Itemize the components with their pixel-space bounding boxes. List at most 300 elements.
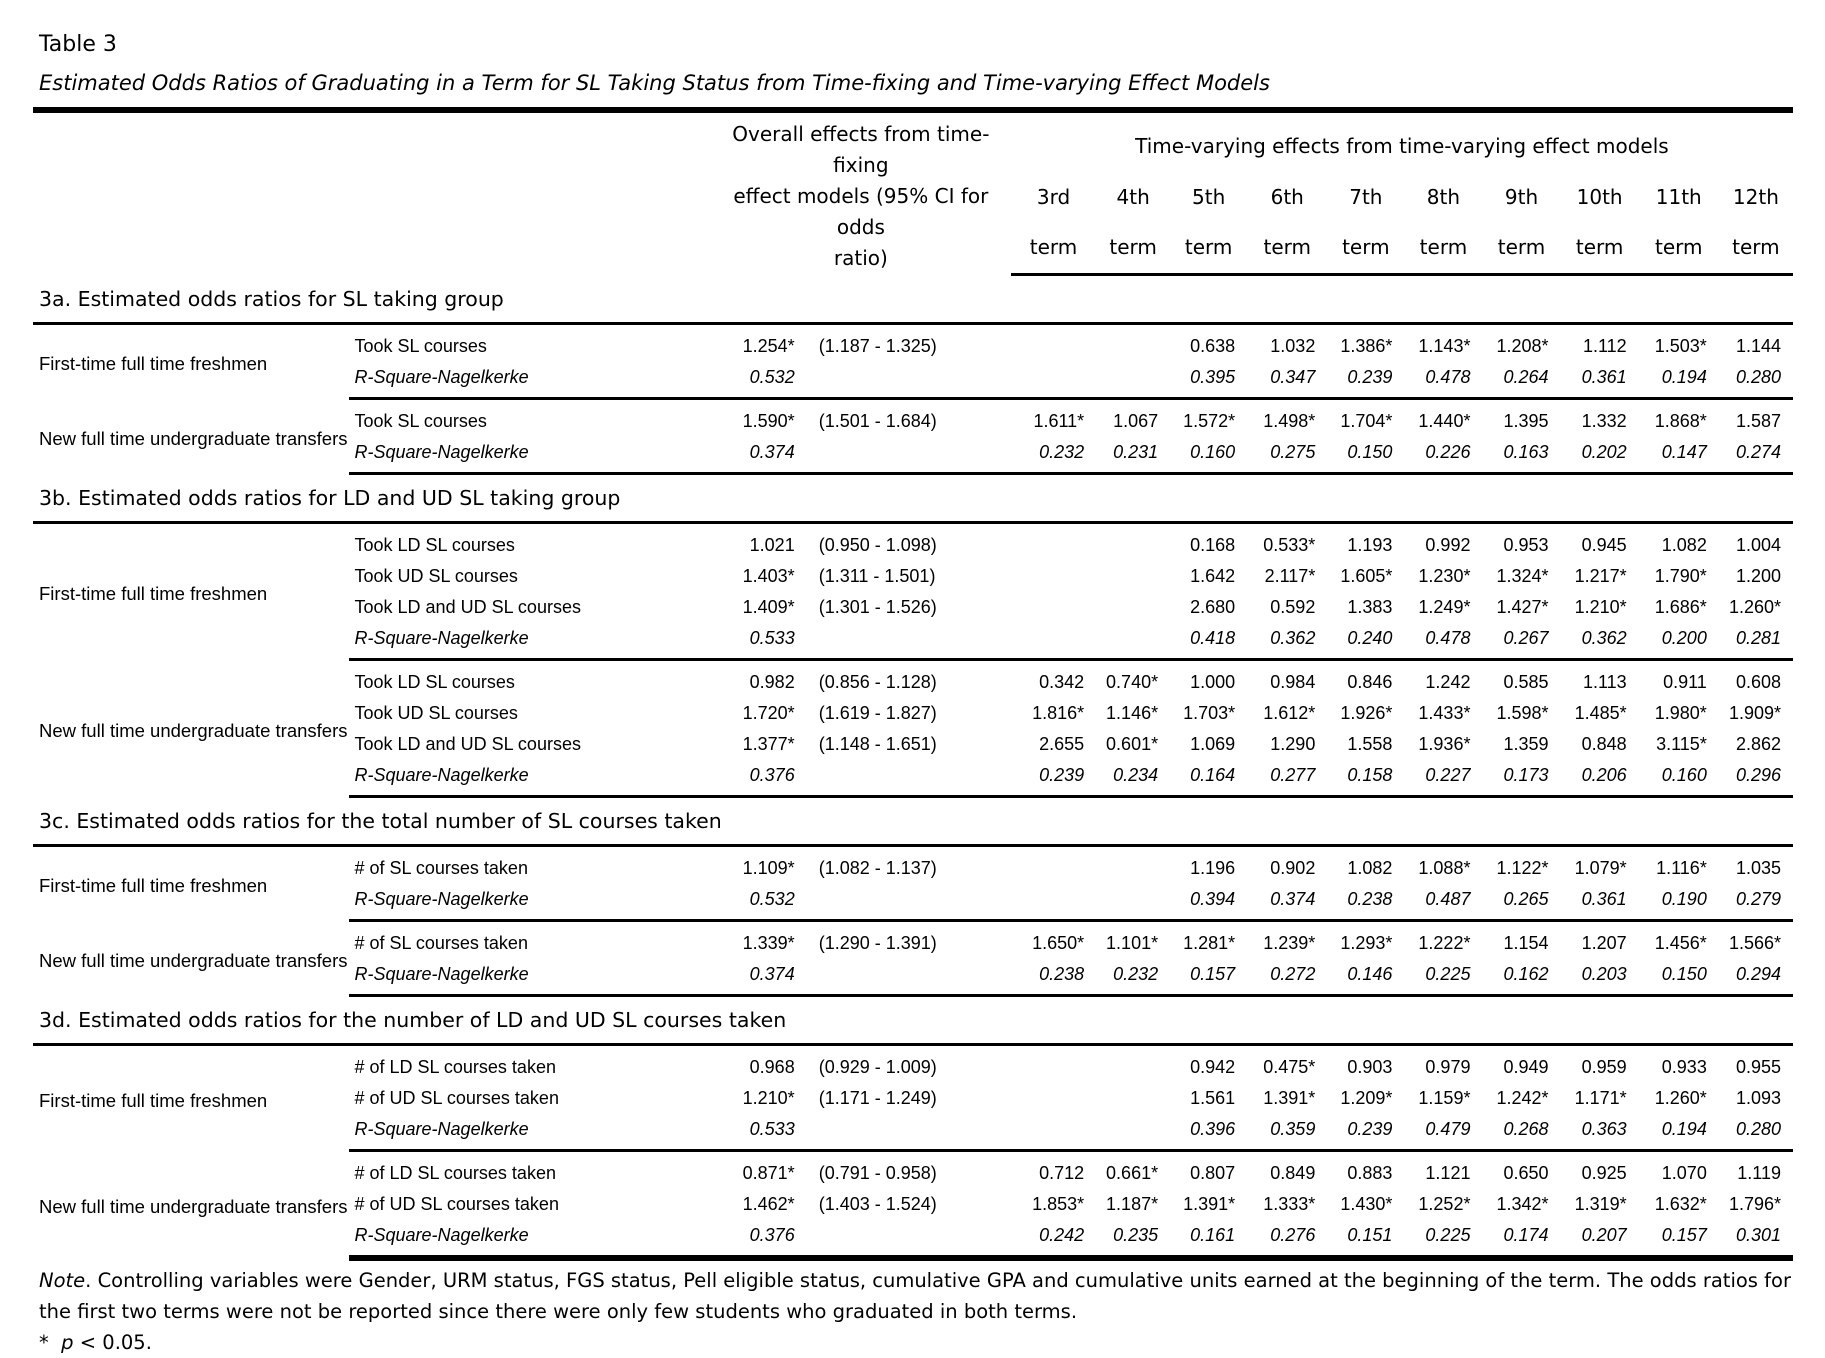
term-odds-ratio: 1.119 [1737,1162,1781,1183]
term-odds-ratio: 3.115* [1656,733,1707,754]
term-odds-ratio: 0.478 [1404,623,1482,660]
term-odds-ratio: 1.485* [1574,702,1627,723]
overall-odds-ratio: 1.339* [742,932,795,953]
confidence-interval: (0.856 - 1.128) [818,671,937,692]
note-text: Note. Controlling variables were Gender, URM status, FGS status, Pell eligible status, cumulative GPA and cumulative units earned at the beginning of the term. The odds ratios for the first two terms were not be reported since there were only few students who graduated in both terms. [39,1268,1791,1323]
variable-name: # of UD SL courses taken [354,1193,559,1214]
variable-name: Took UD SL courses [354,565,518,586]
term-odds-ratio: 0.203 [1561,959,1639,996]
confidence-interval [807,362,1011,399]
term-odds-ratio: 1.069 [1190,733,1236,754]
term-header-bottom: term [1247,222,1327,274]
term-odds-ratio: 0.903 [1347,1056,1393,1077]
term-odds-ratio: 1.193 [1347,534,1393,555]
term-odds-ratio: 0.418 [1170,623,1247,660]
term-odds-ratio: 1.332 [1581,410,1627,431]
term-odds-ratio: 1.290 [1270,733,1316,754]
term-odds-ratio: 1.200 [1735,565,1781,586]
term-odds-ratio: 1.319* [1574,1193,1627,1214]
term-odds-ratio: 1.082 [1347,857,1393,878]
term-odds-ratio [1011,1114,1096,1151]
term-odds-ratio: 0.740* [1106,671,1159,692]
term-header-top: 9th [1504,185,1539,210]
header-time-varying: Time-varying effects from time-varying effect models [1011,110,1793,173]
term-odds-ratio: 0.294 [1719,959,1793,996]
confidence-interval: (0.791 - 0.958) [818,1162,937,1183]
term-odds-ratio: 1.796* [1728,1193,1781,1214]
term-odds-ratio: 0.238 [1011,959,1096,996]
overall-odds-ratio: 0.374 [711,437,807,474]
term-odds-ratio: 0.206 [1561,760,1639,797]
term-odds-ratio: 0.949 [1503,1056,1549,1077]
term-odds-ratio: 1.101* [1106,932,1159,953]
table-row [33,659,1793,698]
variable-name: # of LD SL courses taken [354,1056,556,1077]
variable-name: # of LD SL courses taken [354,1162,556,1183]
variable-name: # of UD SL courses taken [354,1087,559,1108]
variable-name: Took LD and UD SL courses [354,733,581,754]
confidence-interval: (1.171 - 1.249) [818,1087,937,1108]
overall-odds-ratio: 0.532 [711,362,807,399]
term-odds-ratio: 0.479 [1404,1114,1482,1151]
term-odds-ratio: 1.035 [1735,857,1781,878]
variable-name: R-Square-Nagelkerke [349,362,711,399]
term-odds-ratio: 0.147 [1639,437,1719,474]
variable-name: Took SL courses [354,335,487,356]
overall-odds-ratio: 1.254* [742,335,795,356]
term-odds-ratio: 1.093 [1735,1087,1781,1108]
term-header-bottom: term [1011,222,1096,274]
term-odds-ratio: 1.032 [1270,335,1316,356]
term-odds-ratio: 0.712 [1039,1162,1085,1183]
term-odds-ratio: 0.173 [1482,760,1560,797]
significance-footnote: * p < 0.05. [39,1330,152,1354]
term-odds-ratio: 2.680 [1190,596,1236,617]
term-odds-ratio: 1.391* [1263,1087,1316,1108]
document [33,30,1793,1358]
term-odds-ratio [1011,522,1096,561]
variable-name: R-Square-Nagelkerke [349,437,711,474]
term-odds-ratio: 0.160 [1170,437,1247,474]
term-odds-ratio: 1.561 [1190,1087,1236,1108]
term-odds-ratio: 0.362 [1247,623,1327,660]
confidence-interval [807,760,1011,797]
term-odds-ratio: 0.925 [1581,1162,1627,1183]
term-odds-ratio: 0.235 [1096,1220,1170,1258]
group-label: New full time undergraduate transfers [39,1195,348,1217]
term-odds-ratio: 1.498* [1263,410,1316,431]
term-odds-ratio: 1.210* [1574,596,1627,617]
term-odds-ratio: 1.558 [1347,733,1393,754]
term-odds-ratio: 1.790* [1654,565,1707,586]
term-odds-ratio: 1.207 [1581,932,1627,953]
term-odds-ratio: 0.242 [1011,1220,1096,1258]
term-odds-ratio: 1.936* [1418,733,1471,754]
term-odds-ratio [1096,561,1170,592]
term-odds-ratio: 0.933 [1661,1056,1707,1077]
term-odds-ratio: 0.979 [1425,1056,1471,1077]
term-odds-ratio: 0.363 [1561,1114,1639,1151]
term-odds-ratio: 0.227 [1404,760,1482,797]
term-odds-ratio: 0.207 [1561,1220,1639,1258]
table-caption: Estimated Odds Ratios of Graduating in a Term for SL Taking Status from Time-fixing and Time-varying Effect Models [39,71,1270,95]
term-odds-ratio [1096,323,1170,362]
term-odds-ratio: 0.361 [1561,362,1639,399]
term-odds-ratio: 1.187* [1106,1193,1159,1214]
table-row [33,398,1793,437]
term-odds-ratio: 0.160 [1639,760,1719,797]
overall-odds-ratio: 0.376 [711,1220,807,1258]
term-header-top: 6th [1270,185,1304,210]
term-odds-ratio: 1.816* [1032,702,1085,723]
term-header-top: 10th [1576,185,1623,210]
term-odds-ratio [1011,1044,1096,1083]
term-odds-ratio: 1.249* [1418,596,1471,617]
term-odds-ratio: 0.150 [1327,437,1404,474]
term-odds-ratio: 1.359 [1503,733,1549,754]
term-odds-ratio: 1.154 [1503,932,1549,953]
term-odds-ratio: 0.200 [1639,623,1719,660]
term-odds-ratio: 1.980* [1654,702,1707,723]
confidence-interval: (1.501 - 1.684) [818,410,937,431]
term-odds-ratio: 0.992 [1425,534,1471,555]
term-odds-ratio: 0.883 [1347,1162,1393,1183]
variable-name: R-Square-Nagelkerke [349,1114,711,1151]
group-label: First-time full time freshmen [39,1089,268,1111]
table-row [33,845,1793,884]
term-odds-ratio: 1.853* [1032,1193,1085,1214]
term-odds-ratio: 1.395 [1503,410,1549,431]
term-odds-ratio: 1.391* [1183,1193,1236,1214]
overall-odds-ratio: 0.982 [749,671,795,692]
term-header-bottom: term [1719,222,1793,274]
overall-odds-ratio: 1.377* [742,733,795,754]
variable-name: R-Square-Nagelkerke [349,959,711,996]
term-odds-ratio: 0.359 [1247,1114,1327,1151]
term-odds-ratio: 0.984 [1270,671,1316,692]
term-odds-ratio [1096,592,1170,623]
section-title: 3a. Estimated odds ratios for SL taking group [33,274,1793,323]
term-odds-ratio: 0.362 [1561,623,1639,660]
term-odds-ratio: 1.230* [1418,565,1471,586]
term-odds-ratio: 1.067 [1113,410,1159,431]
group-label: First-time full time freshmen [39,583,268,605]
term-odds-ratio: 1.208* [1496,335,1549,356]
term-odds-ratio: 0.279 [1719,884,1793,921]
term-header-top: 8th [1426,185,1461,210]
term-odds-ratio: 0.226 [1404,437,1482,474]
term-odds-ratio: 1.868* [1654,410,1707,431]
variable-name: R-Square-Nagelkerke [349,1220,711,1258]
term-odds-ratio: 0.239 [1327,1114,1404,1151]
group-label: New full time undergraduate transfers [39,427,348,449]
term-odds-ratio: 1.703* [1183,702,1236,723]
term-odds-ratio [1096,845,1170,884]
term-odds-ratio: 1.159* [1418,1087,1471,1108]
term-header-bottom: term [1327,222,1404,274]
term-odds-ratio: 0.296 [1719,760,1793,797]
term-odds-ratio: 0.190 [1639,884,1719,921]
term-odds-ratio: 1.704* [1340,410,1393,431]
confidence-interval: (1.290 - 1.391) [818,932,937,953]
term-odds-ratio: 0.347 [1247,362,1327,399]
term-odds-ratio [1011,884,1096,921]
term-odds-ratio: 1.293* [1340,932,1393,953]
term-odds-ratio: 1.566* [1728,932,1781,953]
variable-name: Took LD and UD SL courses [354,596,581,617]
term-odds-ratio [1096,362,1170,399]
term-odds-ratio: 0.650 [1503,1162,1549,1183]
term-odds-ratio: 0.601* [1106,733,1159,754]
term-odds-ratio: 0.959 [1581,1056,1627,1077]
overall-odds-ratio: 0.376 [711,760,807,797]
term-odds-ratio: 1.430* [1340,1193,1393,1214]
term-odds-ratio: 0.487 [1404,884,1482,921]
term-odds-ratio: 2.655 [1039,733,1085,754]
table-row [33,323,1793,362]
table-row [33,1044,1793,1083]
term-odds-ratio: 0.661* [1106,1162,1159,1183]
term-odds-ratio: 2.862 [1735,733,1781,754]
variable-name: R-Square-Nagelkerke [349,623,711,660]
term-header-bottom: term [1404,222,1482,274]
term-odds-ratio: 1.281* [1183,932,1236,953]
term-header-top: 3rd [1036,185,1071,210]
term-odds-ratio: 0.240 [1327,623,1404,660]
term-odds-ratio: 1.324* [1496,565,1549,586]
table-notes [33,1265,1793,1358]
overall-odds-ratio: 0.533 [711,1114,807,1151]
term-odds-ratio: 1.587 [1735,410,1781,431]
term-odds-ratio: 1.650* [1032,932,1085,953]
term-odds-ratio: 0.162 [1482,959,1560,996]
term-odds-ratio: 0.848 [1581,733,1627,754]
confidence-interval [807,437,1011,474]
overall-odds-ratio: 1.403* [742,565,795,586]
term-odds-ratio [1096,1044,1170,1083]
term-odds-ratio: 0.902 [1270,857,1316,878]
term-odds-ratio: 1.082 [1661,534,1707,555]
section-header [33,473,1793,522]
confidence-interval: (1.082 - 1.137) [818,857,937,878]
term-header-bottom: term [1639,222,1719,274]
odds-ratio-table [33,107,1793,1261]
variable-name: Took LD SL courses [354,671,515,692]
term-odds-ratio: 0.846 [1347,671,1393,692]
term-header-top: 12th [1732,185,1779,210]
term-odds-ratio: 0.274 [1719,437,1793,474]
confidence-interval: (0.929 - 1.009) [818,1056,937,1077]
overall-odds-ratio: 0.374 [711,959,807,996]
variable-name: R-Square-Nagelkerke [349,760,711,797]
term-odds-ratio: 1.144 [1735,335,1781,356]
confidence-interval: (1.311 - 1.501) [818,565,936,586]
variable-name: # of SL courses taken [354,932,528,953]
variable-name: R-Square-Nagelkerke [349,884,711,921]
overall-odds-ratio: 1.409* [742,596,795,617]
overall-odds-ratio: 0.968 [749,1056,795,1077]
confidence-interval [807,623,1011,660]
term-odds-ratio: 1.456* [1654,932,1707,953]
term-odds-ratio: 0.146 [1327,959,1404,996]
table-number: Table 3 [39,32,117,57]
term-odds-ratio [1011,845,1096,884]
term-odds-ratio: 0.232 [1096,959,1170,996]
term-odds-ratio [1011,362,1096,399]
term-odds-ratio: 0.281 [1719,623,1793,660]
confidence-interval: (1.148 - 1.651) [818,733,937,754]
term-odds-ratio: 1.611* [1033,410,1085,431]
term-odds-ratio: 0.396 [1170,1114,1247,1151]
term-odds-ratio: 1.909* [1728,702,1781,723]
section-header [33,796,1793,845]
term-odds-ratio: 1.386* [1340,335,1393,356]
term-odds-ratio: 1.070 [1661,1162,1707,1183]
group-label: New full time undergraduate transfers [39,949,348,971]
overall-odds-ratio: 1.210* [742,1087,795,1108]
term-odds-ratio: 1.427* [1496,596,1549,617]
variable-name: # of SL courses taken [354,857,528,878]
term-odds-ratio: 1.209* [1340,1087,1393,1108]
term-odds-ratio: 1.112 [1582,335,1627,356]
term-odds-ratio: 1.503* [1654,335,1707,356]
overall-odds-ratio: 1.109* [742,857,795,878]
confidence-interval [807,1114,1011,1151]
term-odds-ratio: 0.232 [1011,437,1096,474]
term-odds-ratio: 0.239 [1011,760,1096,797]
overall-odds-ratio: 0.533 [711,623,807,660]
header-overall-effects: Overall effects from time-fixing effect models (95% CI for odds ratio) [711,110,1011,274]
variable-name: Took SL courses [354,410,487,431]
term-odds-ratio: 1.383 [1347,596,1393,617]
term-odds-ratio [1011,623,1096,660]
confidence-interval: (1.187 - 1.325) [818,335,937,356]
term-odds-ratio: 0.955 [1735,1056,1781,1077]
term-odds-ratio [1096,884,1170,921]
term-odds-ratio: 0.478 [1404,362,1482,399]
term-odds-ratio: 1.612* [1263,702,1316,723]
term-odds-ratio: 0.268 [1482,1114,1560,1151]
term-odds-ratio: 1.242 [1425,671,1471,692]
term-odds-ratio: 1.598* [1496,702,1549,723]
term-odds-ratio: 0.942 [1190,1056,1236,1077]
confidence-interval: (0.950 - 1.098) [818,534,937,555]
term-odds-ratio: 0.849 [1270,1162,1316,1183]
term-header-top: 7th [1349,185,1383,210]
term-odds-ratio [1011,323,1096,362]
term-odds-ratio: 0.150 [1639,959,1719,996]
overall-odds-ratio: 1.590* [742,410,795,431]
term-odds-ratio: 1.113 [1582,671,1627,692]
term-odds-ratio: 1.342* [1496,1193,1549,1214]
term-odds-ratio: 0.264 [1482,362,1560,399]
term-odds-ratio: 0.361 [1561,884,1639,921]
group-label: First-time full time freshmen [39,353,268,375]
term-odds-ratio: 1.926* [1340,702,1393,723]
confidence-interval: (1.403 - 1.524) [818,1193,937,1214]
term-odds-ratio: 1.239* [1263,932,1316,953]
term-odds-ratio [1096,1083,1170,1114]
term-odds-ratio: 1.260* [1728,596,1781,617]
confidence-interval [807,884,1011,921]
term-odds-ratio: 0.231 [1096,437,1170,474]
term-odds-ratio: 0.168 [1190,534,1236,555]
term-header-top: 11th [1655,185,1702,210]
term-odds-ratio: 0.151 [1327,1220,1404,1258]
term-header-bottom: term [1482,222,1560,274]
confidence-interval [807,1220,1011,1258]
term-odds-ratio: 0.276 [1247,1220,1327,1258]
term-odds-ratio: 1.440* [1418,410,1471,431]
term-odds-ratio: 0.174 [1482,1220,1560,1258]
term-odds-ratio: 0.164 [1170,760,1247,797]
term-odds-ratio: 2.117* [1264,565,1316,586]
term-odds-ratio: 0.394 [1170,884,1247,921]
confidence-interval: (1.619 - 1.827) [818,702,937,723]
term-odds-ratio: 0.807 [1190,1162,1236,1183]
term-odds-ratio: 1.171* [1574,1087,1627,1108]
term-header-top: 4th [1116,185,1150,210]
group-label: New full time undergraduate transfers [39,719,348,741]
term-odds-ratio: 0.272 [1247,959,1327,996]
term-odds-ratio: 1.222* [1418,932,1471,953]
term-odds-ratio: 0.342 [1039,671,1085,692]
term-odds-ratio: 0.280 [1719,1114,1793,1151]
term-odds-ratio: 1.146* [1106,702,1159,723]
term-odds-ratio: 1.605* [1340,565,1393,586]
section-header [33,995,1793,1044]
term-odds-ratio: 0.158 [1327,760,1404,797]
term-odds-ratio [1096,522,1170,561]
term-odds-ratio: 1.686* [1654,596,1707,617]
term-odds-ratio: 0.202 [1561,437,1639,474]
term-odds-ratio: 0.275 [1247,437,1327,474]
term-odds-ratio: 1.143* [1418,335,1471,356]
term-odds-ratio: 0.238 [1327,884,1404,921]
term-odds-ratio: 0.945 [1581,534,1627,555]
term-odds-ratio: 0.585 [1503,671,1549,692]
table-row [33,1150,1793,1189]
term-odds-ratio: 0.225 [1404,1220,1482,1258]
term-odds-ratio: 0.280 [1719,362,1793,399]
table-row [33,920,1793,959]
term-odds-ratio: 0.608 [1735,671,1781,692]
confidence-interval: (1.301 - 1.526) [818,596,937,617]
term-odds-ratio: 0.267 [1482,623,1560,660]
term-odds-ratio: 0.301 [1719,1220,1793,1258]
section-title: 3d. Estimated odds ratios for the number of LD and UD SL courses taken [33,995,1793,1044]
term-odds-ratio: 1.000 [1190,671,1236,692]
term-odds-ratio: 1.122* [1496,857,1549,878]
term-odds-ratio: 0.194 [1639,362,1719,399]
term-odds-ratio: 1.242* [1496,1087,1549,1108]
term-odds-ratio: 0.194 [1639,1114,1719,1151]
overall-odds-ratio: 1.021 [749,534,795,555]
term-odds-ratio: 0.911 [1663,671,1707,692]
term-odds-ratio: 1.572* [1183,410,1236,431]
overall-odds-ratio: 1.720* [742,702,795,723]
term-odds-ratio: 1.088* [1418,857,1471,878]
term-odds-ratio: 1.642 [1190,565,1236,586]
term-odds-ratio: 1.632* [1654,1193,1707,1214]
term-odds-ratio [1011,561,1096,592]
term-odds-ratio: 1.333* [1263,1193,1316,1214]
term-odds-ratio: 0.638 [1190,335,1236,356]
term-odds-ratio: 0.157 [1170,959,1247,996]
term-odds-ratio: 0.277 [1247,760,1327,797]
section-title: 3b. Estimated odds ratios for LD and UD SL taking group [33,473,1793,522]
variable-name: Took UD SL courses [354,702,518,723]
